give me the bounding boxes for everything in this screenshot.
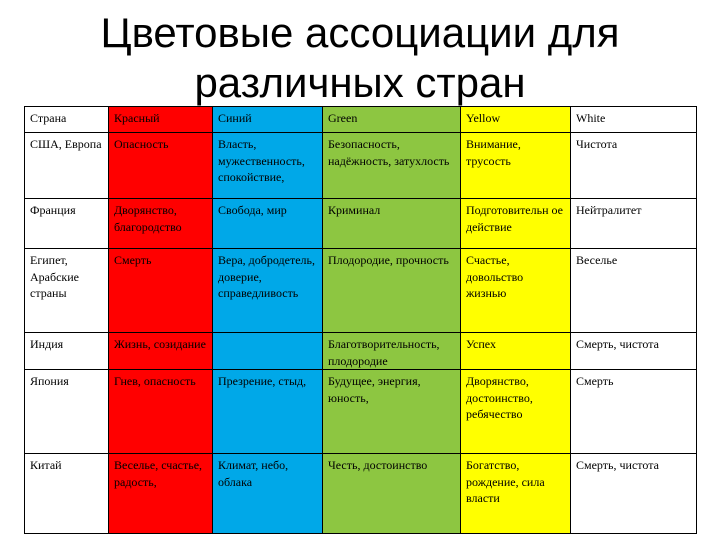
page-title-line-1: Цветовые ассоциации для bbox=[100, 9, 620, 56]
cell-country: Япония bbox=[25, 370, 109, 454]
table-row bbox=[25, 199, 697, 249]
cell-blue: Климат, небо, облака bbox=[213, 454, 323, 534]
cell-white: Смерть bbox=[571, 370, 697, 454]
cell-red: Гнев, опасность bbox=[109, 370, 213, 454]
table-row bbox=[25, 249, 697, 333]
cell-blue: Вера, добродетель, доверие, справедливость bbox=[213, 249, 323, 333]
header-red: Красный bbox=[109, 107, 213, 133]
cell-yellow: Дворянство, достоинство, ребячество bbox=[461, 370, 571, 454]
cell-blue: Свобода, мир bbox=[213, 199, 323, 249]
cell-red: Веселье, счастье, радость, bbox=[109, 454, 213, 534]
cell-country: Франция bbox=[25, 199, 109, 249]
cell-red: Опасность bbox=[109, 133, 213, 199]
cell-green: Безопасность, надёжность, затухлость bbox=[323, 133, 461, 199]
table-row bbox=[25, 454, 697, 534]
cell-country: Китай bbox=[25, 454, 109, 534]
cell-white: Нейтралитет bbox=[571, 199, 697, 249]
cell-country: Индия bbox=[25, 333, 109, 370]
cell-red: Жизнь, созидание bbox=[109, 333, 213, 370]
cell-red: Дворянство, благородство bbox=[109, 199, 213, 249]
page-title-line-2: различных стран bbox=[194, 59, 526, 106]
header-yellow: Yellow bbox=[461, 107, 571, 133]
cell-yellow: Счастье, довольство жизнью bbox=[461, 249, 571, 333]
cell-green: Плодородие, прочность bbox=[323, 249, 461, 333]
header-country: Страна bbox=[25, 107, 109, 133]
header-white: White bbox=[571, 107, 697, 133]
page-title bbox=[60, 8, 660, 108]
cell-white: Смерть, чистота bbox=[571, 454, 697, 534]
cell-blue: Презрение, стыд, bbox=[213, 370, 323, 454]
cell-blue bbox=[213, 333, 323, 370]
table-row bbox=[25, 370, 697, 454]
cell-white: Смерть, чистота bbox=[571, 333, 697, 370]
cell-yellow: Внимание, трусость bbox=[461, 133, 571, 199]
cell-red: Смерть bbox=[109, 249, 213, 333]
cell-country: Египет, Арабские страны bbox=[25, 249, 109, 333]
cell-green: Будущее, энергия, юность, bbox=[323, 370, 461, 454]
cell-country: США, Европа bbox=[25, 133, 109, 199]
color-associations-table bbox=[24, 106, 697, 534]
header-green: Green bbox=[323, 107, 461, 133]
cell-green: Криминал bbox=[323, 199, 461, 249]
header-blue: Синий bbox=[213, 107, 323, 133]
table-row bbox=[25, 333, 697, 370]
cell-yellow: Подготовительн ое действие bbox=[461, 199, 571, 249]
cell-yellow: Успех bbox=[461, 333, 571, 370]
cell-green: Благотворительность, плодородие bbox=[323, 333, 461, 370]
cell-yellow: Богатство, рождение, сила власти bbox=[461, 454, 571, 534]
cell-white: Веселье bbox=[571, 249, 697, 333]
cell-green: Честь, достоинство bbox=[323, 454, 461, 534]
cell-blue: Власть, мужественность, спокойствие, bbox=[213, 133, 323, 199]
table-row bbox=[25, 133, 697, 199]
table-header-row bbox=[25, 107, 697, 133]
cell-white: Чистота bbox=[571, 133, 697, 199]
